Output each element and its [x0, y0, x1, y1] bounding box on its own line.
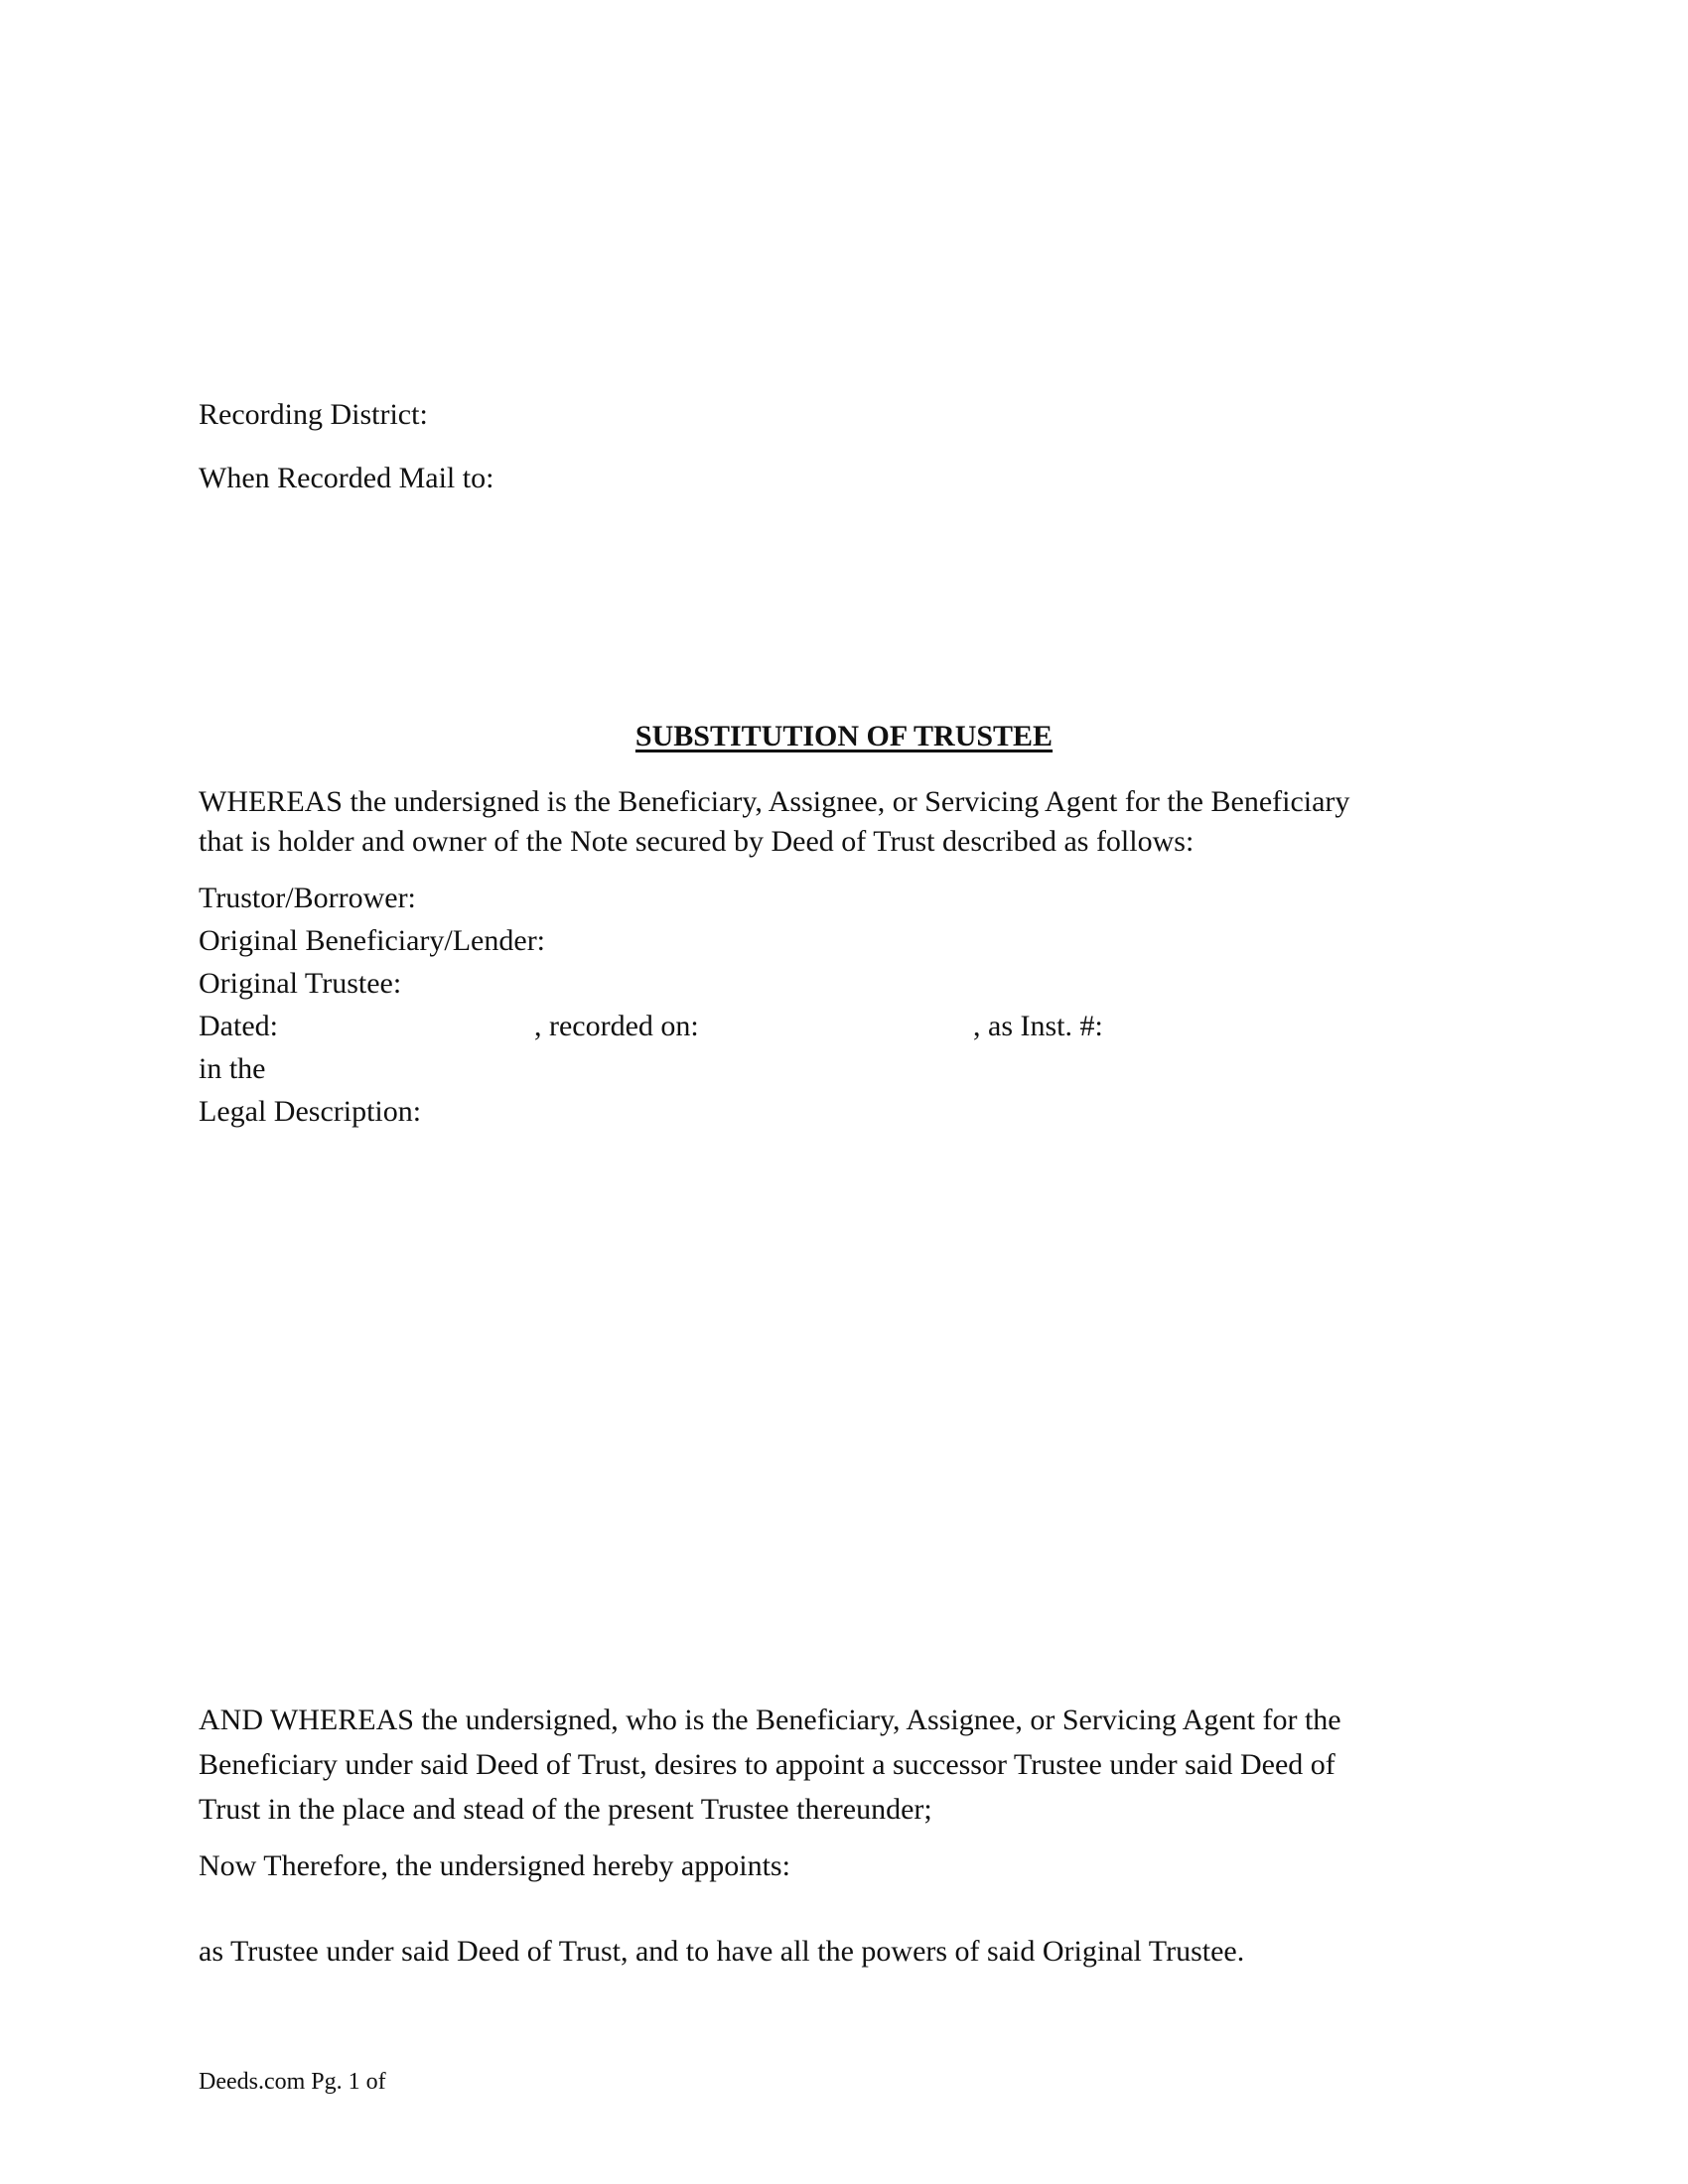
recorded-on-label: , recorded on:	[534, 1010, 699, 1042]
mail-to-label: When Recorded Mail to:	[199, 462, 494, 494]
original-trustee-label: Original Trustee:	[199, 967, 402, 1000]
and-whereas-line-2: Beneficiary under said Deed of Trust, desires to appoint a successor Trustee under said Deed of	[199, 1748, 1336, 1781]
dated-label: Dated:	[199, 1010, 278, 1042]
page-footer: Deeds.com Pg. 1 of	[199, 2069, 386, 2095]
and-whereas-line-1: AND WHEREAS the undersigned, who is the Beneficiary, Assignee, or Servicing Agent for the	[199, 1704, 1341, 1736]
whereas-line-2: that is holder and owner of the Note secured by Deed of Trust described as follows:	[199, 825, 1195, 858]
inst-number-label: , as Inst. #:	[973, 1010, 1103, 1042]
recording-district-label: Recording District:	[199, 398, 428, 431]
document-title: SUBSTITUTION OF TRUSTEE	[634, 720, 1054, 752]
in-the-label: in the	[199, 1052, 266, 1085]
legal-description-label: Legal Description:	[199, 1095, 422, 1128]
and-whereas-line-3: Trust in the place and stead of the present Trustee thereunder;	[199, 1793, 932, 1826]
appoints-line: Now Therefore, the undersigned hereby appoints:	[199, 1849, 790, 1882]
trustor-borrower-label: Trustor/Borrower:	[199, 882, 416, 914]
original-beneficiary-label: Original Beneficiary/Lender:	[199, 924, 546, 957]
as-trustee-line: as Trustee under said Deed of Trust, and to have all the powers of said Original Trustee.	[199, 1935, 1245, 1968]
whereas-line-1: WHEREAS the undersigned is the Beneficiary, Assignee, or Servicing Agent for the Beneficiary	[199, 785, 1350, 818]
